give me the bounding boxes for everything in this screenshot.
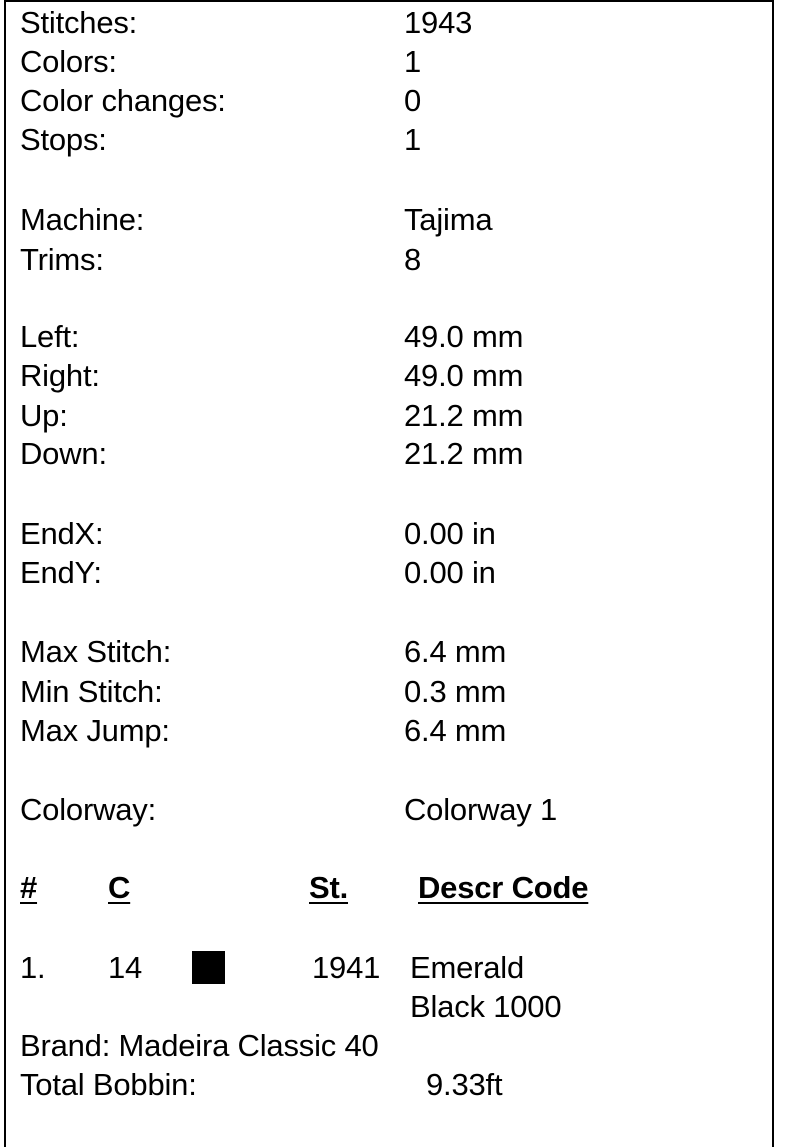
max-stitch-value: 6.4 mm xyxy=(404,634,507,669)
endy-value: 0.00 in xyxy=(404,555,496,590)
brand-line: Brand: Madeira Classic 40 xyxy=(20,1028,379,1063)
left-label: Left: xyxy=(20,319,80,354)
col-header-descr-code: Descr Code xyxy=(418,870,589,905)
row-stitches: 1941 xyxy=(312,950,381,985)
right-value: 49.0 mm xyxy=(404,358,524,393)
total-bobbin-value: 9.33ft xyxy=(426,1067,503,1102)
left-value: 49.0 mm xyxy=(404,319,524,354)
stitches-value: 1943 xyxy=(404,5,473,40)
min-stitch-value: 0.3 mm xyxy=(404,674,507,709)
row-code: Black 1000 xyxy=(410,989,562,1024)
endx-value: 0.00 in xyxy=(404,516,496,551)
trims-label: Trims: xyxy=(20,242,104,277)
max-jump-value: 6.4 mm xyxy=(404,713,507,748)
machine-value: Tajima xyxy=(404,202,493,237)
min-stitch-label: Min Stitch: xyxy=(20,674,163,709)
colors-value: 1 xyxy=(404,44,422,79)
down-label: Down: xyxy=(20,436,107,471)
machine-label: Machine: xyxy=(20,202,145,237)
trims-value: 8 xyxy=(404,242,422,277)
row-color: 14 xyxy=(108,950,143,985)
colors-label: Colors: xyxy=(20,44,117,79)
colorway-label: Colorway: xyxy=(20,792,157,827)
color-swatch xyxy=(192,951,225,984)
color-changes-label: Color changes: xyxy=(20,83,226,118)
right-label: Right: xyxy=(20,358,100,393)
down-value: 21.2 mm xyxy=(404,436,524,471)
stitches-label: Stitches: xyxy=(20,5,138,40)
total-bobbin-label: Total Bobbin: xyxy=(20,1067,197,1102)
color-changes-value: 0 xyxy=(404,83,422,118)
max-stitch-label: Max Stitch: xyxy=(20,634,172,669)
col-header-number: # xyxy=(20,870,38,905)
row-description: Emerald xyxy=(410,950,525,985)
stops-label: Stops: xyxy=(20,122,107,157)
embroidery-info-sheet xyxy=(4,0,774,1147)
col-header-stitches: St. xyxy=(309,870,349,905)
up-label: Up: xyxy=(20,398,68,433)
up-value: 21.2 mm xyxy=(404,398,524,433)
row-number: 1. xyxy=(20,950,46,985)
endx-label: EndX: xyxy=(20,516,104,551)
colorway-value: Colorway 1 xyxy=(404,792,558,827)
max-jump-label: Max Jump: xyxy=(20,713,170,748)
endy-label: EndY: xyxy=(20,555,102,590)
col-header-color: C xyxy=(108,870,131,905)
stops-value: 1 xyxy=(404,122,422,157)
